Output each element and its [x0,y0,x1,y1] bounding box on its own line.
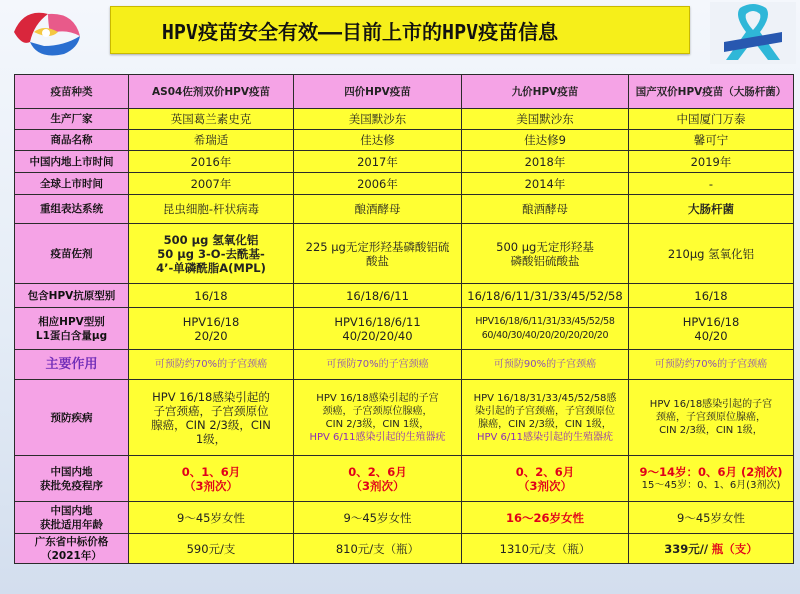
table-cell: 2018年 [462,151,629,173]
table-cell: 佳达修 [294,130,462,151]
cell-line: 磷酸铝硫酸盐 [510,253,580,268]
table-cell: 2016年 [129,151,294,173]
table-row-global-launch [15,173,794,195]
cell-line: 中国内地 [50,465,93,478]
cell-line: 40/20 [694,328,728,343]
table-cell: 1310元/支（瓶） [462,534,629,564]
table-cell: 9～45岁女性 [629,502,794,534]
cell-line: CIN 2/3级，CIN 1级， [659,425,763,436]
table-cell: 16～26岁女性 [462,502,629,534]
cell-line: 0、2、6月 [348,464,407,479]
table-row-adjuvant [15,224,794,284]
table-cell [129,380,294,456]
cell-line: 染引起的子宫颈癌，子宫颈原位 [475,405,615,417]
page-title [110,6,690,54]
cell-line: 获批免疫程序 [40,479,103,492]
table-cell [129,456,294,502]
table-cell: 希瑞适 [129,130,294,151]
table-cell: 2019年 [629,151,794,173]
cell-line: 中国内地 [50,504,93,517]
table-row-china-launch [15,151,794,173]
table-row-l1-content [15,308,794,350]
cell-line: 500 μg 氢氧化铝 [163,232,259,247]
table-cell: - [629,173,794,195]
table-cell [294,380,462,456]
cell-line: 腺癌，CIN 2/3级，CIN 1级， [478,418,612,430]
table-cell: 美国默沙东 [462,109,629,130]
table-cell: 16/18 [129,284,294,308]
cell-line: 50 μg 3-O-去酰基- [157,246,265,261]
table-cell: 16/18 [629,284,794,308]
cell-line: 500 μg无定形羟基 [496,239,594,254]
table-cell [294,456,462,502]
cell-line: 4’-单磷酰脂A(MPL) [156,260,266,275]
hpv-vaccine-table [14,74,794,564]
header-cell-nonavalent: 九价HPV疫苗 [462,75,629,109]
table-cell: 2007年 [129,173,294,195]
table-row-manufacturer [15,109,794,130]
cell-line: HPV 6/11感染引起的生殖器疣 [476,431,614,443]
table-cell [462,308,629,350]
cell-line: 225 μg无定形羟基磷酸铝硫 [305,239,450,254]
table-cell: 可预防约70%的子宫颈癌 [629,350,794,380]
cell-line: HPV16/18 [682,314,740,329]
table-cell [129,308,294,350]
table-cell: 2006年 [294,173,462,195]
table-cell: 美国默沙东 [294,109,462,130]
cell-line: HPV16/18/6/11 [334,314,421,329]
table-cell [629,456,794,502]
header-cell-bivalent: AS04佐剂双价HPV疫苗 [129,75,294,109]
cell-line: （2021年） [41,549,102,562]
table-cell: 16/18/6/11/31/33/45/52/58 [462,284,629,308]
row-label: 重组表达系统 [15,195,129,224]
cell-line: HPV 6/11感染引起的生殖器疣 [309,431,446,443]
table-cell [294,224,462,284]
row-label [15,308,129,350]
row-label: 全球上市时间 [15,173,129,195]
price-amount: 339元// [664,541,709,556]
table-cell: 810元/支（瓶） [294,534,462,564]
cell-line: 腺癌，CIN 2/3级，CIN [151,417,271,432]
table-row-role [15,350,794,380]
table-cell: 可预防70%的子宫颈癌 [294,350,462,380]
row-label [15,502,129,534]
cell-line: 颈癌，子宫颈原位腺癌， [322,405,433,417]
table-row-age [15,502,794,534]
header-row [15,75,794,109]
table-cell: 酿酒酵母 [294,195,462,224]
table-cell: 馨可宁 [629,130,794,151]
table-cell: 可预防约70%的子宫颈癌 [129,350,294,380]
table-cell: 590元/支 [129,534,294,564]
price-unit: 瓶（支） [711,541,758,556]
cell-line: CIN 2/3级，CIN 1级， [325,418,430,430]
cell-line: 20/20 [194,328,228,343]
cell-line: HPV 16/18感染引起的子宫 [316,392,439,404]
table-cell: 9～45岁女性 [129,502,294,534]
table-cell [462,380,629,456]
table-row-expression [15,195,794,224]
cell-line: 9～14岁：0、6月 (2剂次) [639,465,783,479]
table-cell: 2017年 [294,151,462,173]
cell-line: 子宫颈癌，子宫颈原位 [153,403,269,418]
cell-line: 颈癌，子宫颈原位腺癌， [656,412,766,423]
row-label: 包含HPV抗原型别 [15,284,129,308]
cell-line: HPV16/18/6/11/31/33/45/52/58 [475,315,615,327]
cell-line: 0、1、6月 [181,464,241,479]
cell-line: HPV 16/18感染引起的 [152,389,270,404]
cell-line: 40/20/20/40 [342,328,413,343]
table-cell: 英国葛兰素史克 [129,109,294,130]
table-cell-price-domestic [629,534,794,564]
cell-line: HPV 16/18/31/33/45/52/58感 [473,392,617,404]
table-cell [462,456,629,502]
row-label: 中国内地上市时间 [15,151,129,173]
page-title-text: HPV疫苗安全有效——目前上市的HPV疫苗信息 [161,19,559,44]
cell-line: 广东省中标价格 [34,535,109,548]
table-cell: 16/18/6/11 [294,284,462,308]
cell-line: （3剂次） [183,478,238,493]
table-cell: 中国厦门万泰 [629,109,794,130]
table-cell: 昆虫细胞-杆状病毒 [129,195,294,224]
cell-line: 酸盐 [366,253,389,268]
header-cell-type: 疫苗种类 [15,75,129,109]
cell-line: 60/40/30/40/20/20/20/20/20 [481,329,609,341]
table-row-price [15,534,794,564]
table-cell [462,224,629,284]
row-label: 疫苗佐剂 [15,224,129,284]
row-label: 生产厂家 [15,109,129,130]
cell-line: L1蛋白含量μg [35,329,108,342]
cell-line: HPV 16/18感染引起的子宫 [649,399,773,410]
table-cell: 酿酒酵母 [462,195,629,224]
awareness-ribbon-logo [710,2,796,64]
cell-line: 210μg 氢氧化铝 [667,246,755,261]
row-label: 主要作用 [15,350,129,380]
table-cell [129,224,294,284]
table-cell: 佳达修9 [462,130,629,151]
table-row-schedule [15,456,794,502]
table-row-types [15,284,794,308]
table-cell [629,380,794,456]
cell-line: （3剂次） [517,478,572,493]
table-cell [629,308,794,350]
table-cell: 2014年 [462,173,629,195]
header-cell-domestic-bivalent: 国产双价HPV疫苗（大肠杆菌） [629,75,794,109]
row-label [15,534,129,564]
table-cell: 9～45岁女性 [294,502,462,534]
header-cell-quadrivalent: 四价HPV疫苗 [294,75,462,109]
row-label: 商品名称 [15,130,129,151]
cell-line: 1级， [195,431,227,446]
table-cell [629,224,794,284]
table-cell: 可预防90%的子宫颈癌 [462,350,629,380]
row-label [15,456,129,502]
cell-line: 15～45岁：0、1、6月(3剂次) [641,480,781,491]
cell-line: 获批适用年龄 [40,518,103,531]
cell-line: 0、2、6月 [515,464,575,479]
cell-line: 相应HPV型别 [38,315,105,328]
table-cell: 大肠杆菌 [629,195,794,224]
logo [4,2,90,64]
table-cell [294,308,462,350]
table-row-brand [15,130,794,151]
row-label: 预防疾病 [15,380,129,456]
cell-line: HPV16/18 [182,314,240,329]
cell-line: （3剂次） [350,478,405,493]
table-row-diseases [15,380,794,456]
